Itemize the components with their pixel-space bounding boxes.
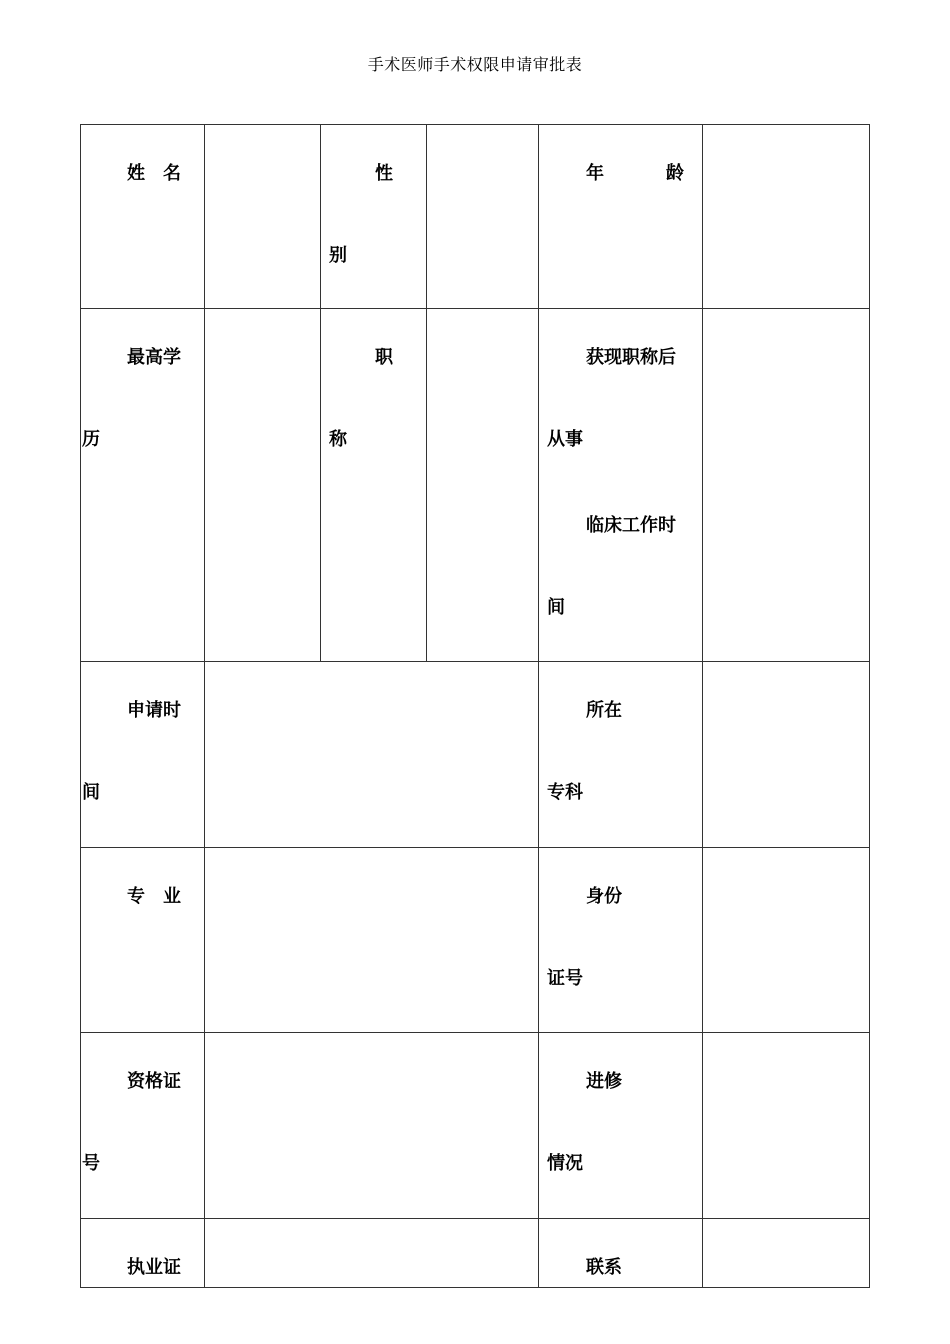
education-value-cell[interactable] [205, 309, 321, 662]
label-contact-cell [539, 1219, 703, 1288]
label-practice-line4: 间 [547, 597, 565, 618]
label-contact-line1: 联系 [586, 1257, 622, 1278]
row-basic-info [81, 125, 870, 309]
label-major: 专业 [127, 886, 199, 907]
label-education-cell [81, 309, 205, 662]
label-gender-line2: 别 [329, 245, 347, 266]
label-gender-line1: 性 [375, 163, 393, 184]
label-practice-time-cell [539, 309, 703, 662]
label-practice-line1: 获现职称后 [586, 347, 676, 368]
major-value-cell[interactable] [205, 848, 539, 1033]
label-specialty-line2: 专科 [547, 782, 583, 803]
row-apply-time [81, 662, 870, 848]
label-id-line1: 身份 [586, 886, 622, 907]
label-license-line1: 执业证 [127, 1257, 181, 1278]
label-title-line2: 称 [329, 429, 347, 450]
gender-value-cell[interactable] [427, 125, 539, 309]
label-training-line1: 进修 [586, 1071, 622, 1092]
contact-value-cell[interactable] [703, 1219, 870, 1288]
license-value-cell[interactable] [205, 1219, 539, 1288]
label-training-line2: 情况 [547, 1153, 583, 1174]
label-id-number-cell [539, 848, 703, 1033]
label-practice-line2: 从事 [547, 429, 583, 450]
id-number-value-cell[interactable] [703, 848, 870, 1033]
row-education-title [81, 309, 870, 662]
apply-time-value-cell[interactable] [205, 662, 539, 848]
label-license-cell [81, 1219, 205, 1288]
qualification-value-cell[interactable] [205, 1033, 539, 1219]
label-gender-cell [321, 125, 427, 309]
label-apply-time-cell [81, 662, 205, 848]
label-qualification-cell [81, 1033, 205, 1219]
application-form-table [80, 124, 870, 1288]
title-value-cell[interactable] [427, 309, 539, 662]
row-qualification [81, 1033, 870, 1219]
label-age: 年龄 [586, 163, 746, 184]
label-apply-time-line2: 间 [82, 782, 100, 803]
label-id-line2: 证号 [547, 968, 583, 989]
label-training-cell [539, 1033, 703, 1219]
label-major-cell [81, 848, 205, 1033]
label-title-cell [321, 309, 427, 662]
row-major [81, 848, 870, 1033]
label-name: 姓名 [127, 163, 199, 184]
label-practice-line3: 临床工作时 [586, 515, 676, 536]
label-age-cell [539, 125, 746, 309]
form-title: 手术医师手术权限申请审批表 [367, 55, 583, 74]
label-name-cell [81, 125, 205, 309]
name-value-cell[interactable] [205, 125, 321, 309]
label-specialty-cell [539, 662, 703, 848]
label-title-line1: 职 [375, 347, 393, 368]
practice-time-value-cell[interactable] [703, 309, 870, 662]
row-license [81, 1219, 870, 1288]
label-qualification-line2: 号 [82, 1153, 100, 1174]
label-specialty-line1: 所在 [586, 700, 622, 721]
specialty-value-cell[interactable] [703, 662, 870, 848]
label-qualification-line1: 资格证 [127, 1071, 181, 1092]
label-education-line1: 最高学 [127, 347, 181, 368]
label-apply-time-line1: 申请时 [127, 700, 181, 721]
age-value-cell[interactable] [703, 125, 870, 309]
training-value-cell[interactable] [703, 1033, 870, 1219]
label-education-line2: 历 [82, 429, 100, 450]
